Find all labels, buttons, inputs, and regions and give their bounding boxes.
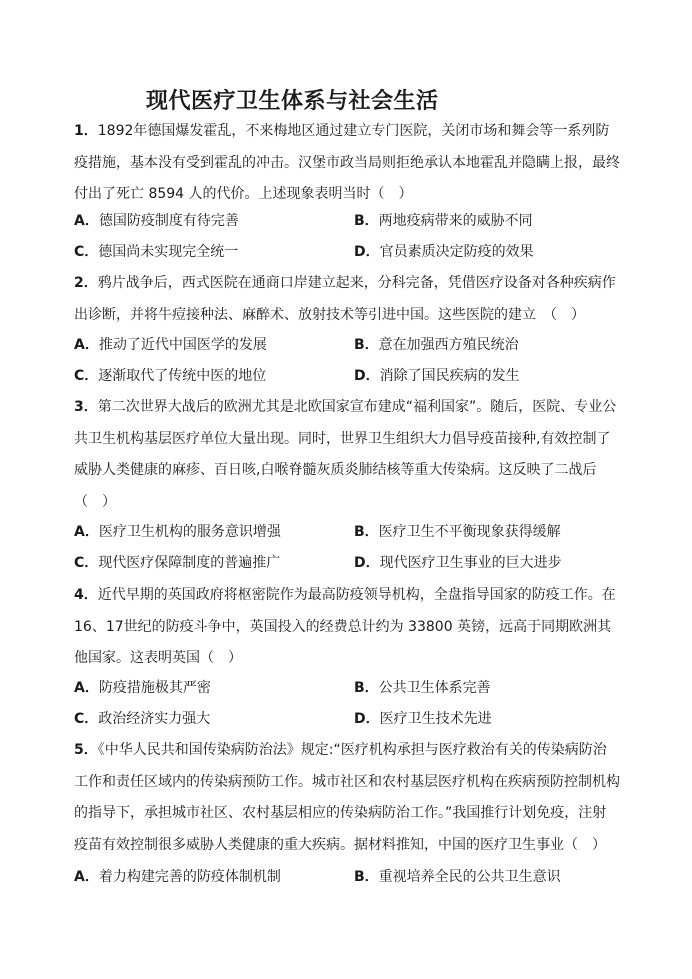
question-3 bbox=[74, 392, 620, 518]
question-number: 2． bbox=[74, 275, 98, 291]
option-a[interactable]: A．防疫措施极其严密 bbox=[74, 680, 211, 696]
options-row bbox=[74, 206, 620, 237]
option-a[interactable]: A．医疗卫生机构的服务意识增强 bbox=[74, 524, 281, 540]
option-a[interactable]: A．德国防疫制度有待完善 bbox=[74, 213, 239, 229]
question-stem: 近代早期的英国政府将枢密院作为最高防疫领导机构，全盘指导国家的防疫工作。在16、17世纪的防疫斗争中，英国投入的经费总计约为 33800 英镑，远高于同期欧洲其他国家。这表明英国（ ） bbox=[74, 587, 616, 666]
question-stem: 《中华人民共和国传染病防治法》规定:“医疗机构承担与医疗救治有关的传染病防治工作和责任区域内的传染病预防工作。城市社区和农村基层医疗机构在疾病预防控制机构的指导下，承担城市社区、农村基层相应的传染病防治工作。”我国推行计划免疫，注射疫苗有效控制很多威胁人类健康的重大疾病。据材料推知，中国的医疗卫生事业（ ） bbox=[74, 742, 620, 853]
options-row bbox=[74, 704, 620, 735]
options-row bbox=[74, 862, 620, 893]
question-4 bbox=[74, 580, 620, 675]
option-d[interactable]: D．官员素质决定防疫的效果 bbox=[354, 244, 534, 260]
question-number: 5． bbox=[74, 742, 98, 758]
option-a[interactable]: A．推动了近代中国医学的发展 bbox=[74, 337, 267, 353]
option-b[interactable]: B．重视培养全民的公共卫生意识 bbox=[354, 869, 561, 885]
question-5 bbox=[74, 735, 620, 861]
options-row bbox=[74, 673, 620, 704]
question-number: 4． bbox=[74, 587, 98, 603]
question-2 bbox=[74, 268, 620, 331]
question-stem: 1892年德国爆发霍乱，不来梅地区通过建立专门医院，关闭市场和舞会等一系列防疫措施，基本没有受到霍乱的冲击。汉堡市政当局则拒绝承认本地霍乱并隐瞒上报，最终付出了死亡 8594 人的代价。上述现象表明当时（ ） bbox=[74, 123, 620, 202]
option-b[interactable]: B．医疗卫生不平衡现象获得缓解 bbox=[354, 524, 561, 540]
option-d[interactable]: D．现代医疗卫生事业的巨大进步 bbox=[354, 555, 562, 571]
option-c[interactable]: C．现代医疗保障制度的普遍推广 bbox=[74, 555, 281, 571]
option-b[interactable]: B．意在加强西方殖民统治 bbox=[354, 337, 519, 353]
option-b[interactable]: B．公共卫生体系完善 bbox=[354, 680, 491, 696]
options-row bbox=[74, 548, 620, 579]
option-c[interactable]: C．德国尚未实现完全统一 bbox=[74, 244, 239, 260]
page-title: 现代医疗卫生体系与社会生活 bbox=[146, 89, 439, 114]
options-row bbox=[74, 517, 620, 548]
option-d[interactable]: D．消除了国民疾病的发生 bbox=[354, 368, 520, 384]
question-1 bbox=[74, 116, 620, 211]
options-row bbox=[74, 330, 620, 361]
option-d[interactable]: D．医疗卫生技术先进 bbox=[354, 711, 492, 727]
option-a[interactable]: A．着力构建完善的防疫体制机制 bbox=[74, 869, 281, 885]
option-b[interactable]: B．两地疫病带来的威胁不同 bbox=[354, 213, 533, 229]
option-c[interactable]: C．逐渐取代了传统中医的地位 bbox=[74, 368, 267, 384]
options-row bbox=[74, 361, 620, 392]
question-stem: 鸦片战争后，西式医院在通商口岸建立起来，分科完备，凭借医疗设备对各种疾病作出诊断，并将牛痘接种法、麻醉术、放射技术等引进中国。这些医院的建立 （ ） bbox=[74, 275, 616, 323]
question-number: 1． bbox=[74, 123, 98, 139]
options-row bbox=[74, 237, 620, 268]
question-stem: 第二次世界大战后的欧洲尤其是北欧国家宣布建成“福利国家”。随后，医院、专业公共卫生机构基层医疗单位大量出现。同时，世界卫生组织大力倡导疫苗接种,有效控制了威胁人类健康的麻疹、百日咳,白喉脊髓灰质炎肺结核等重大传染病。这反映了二战后（ ） bbox=[74, 399, 617, 510]
option-c[interactable]: C．政治经济实力强大 bbox=[74, 711, 211, 727]
question-number: 3． bbox=[74, 399, 98, 415]
